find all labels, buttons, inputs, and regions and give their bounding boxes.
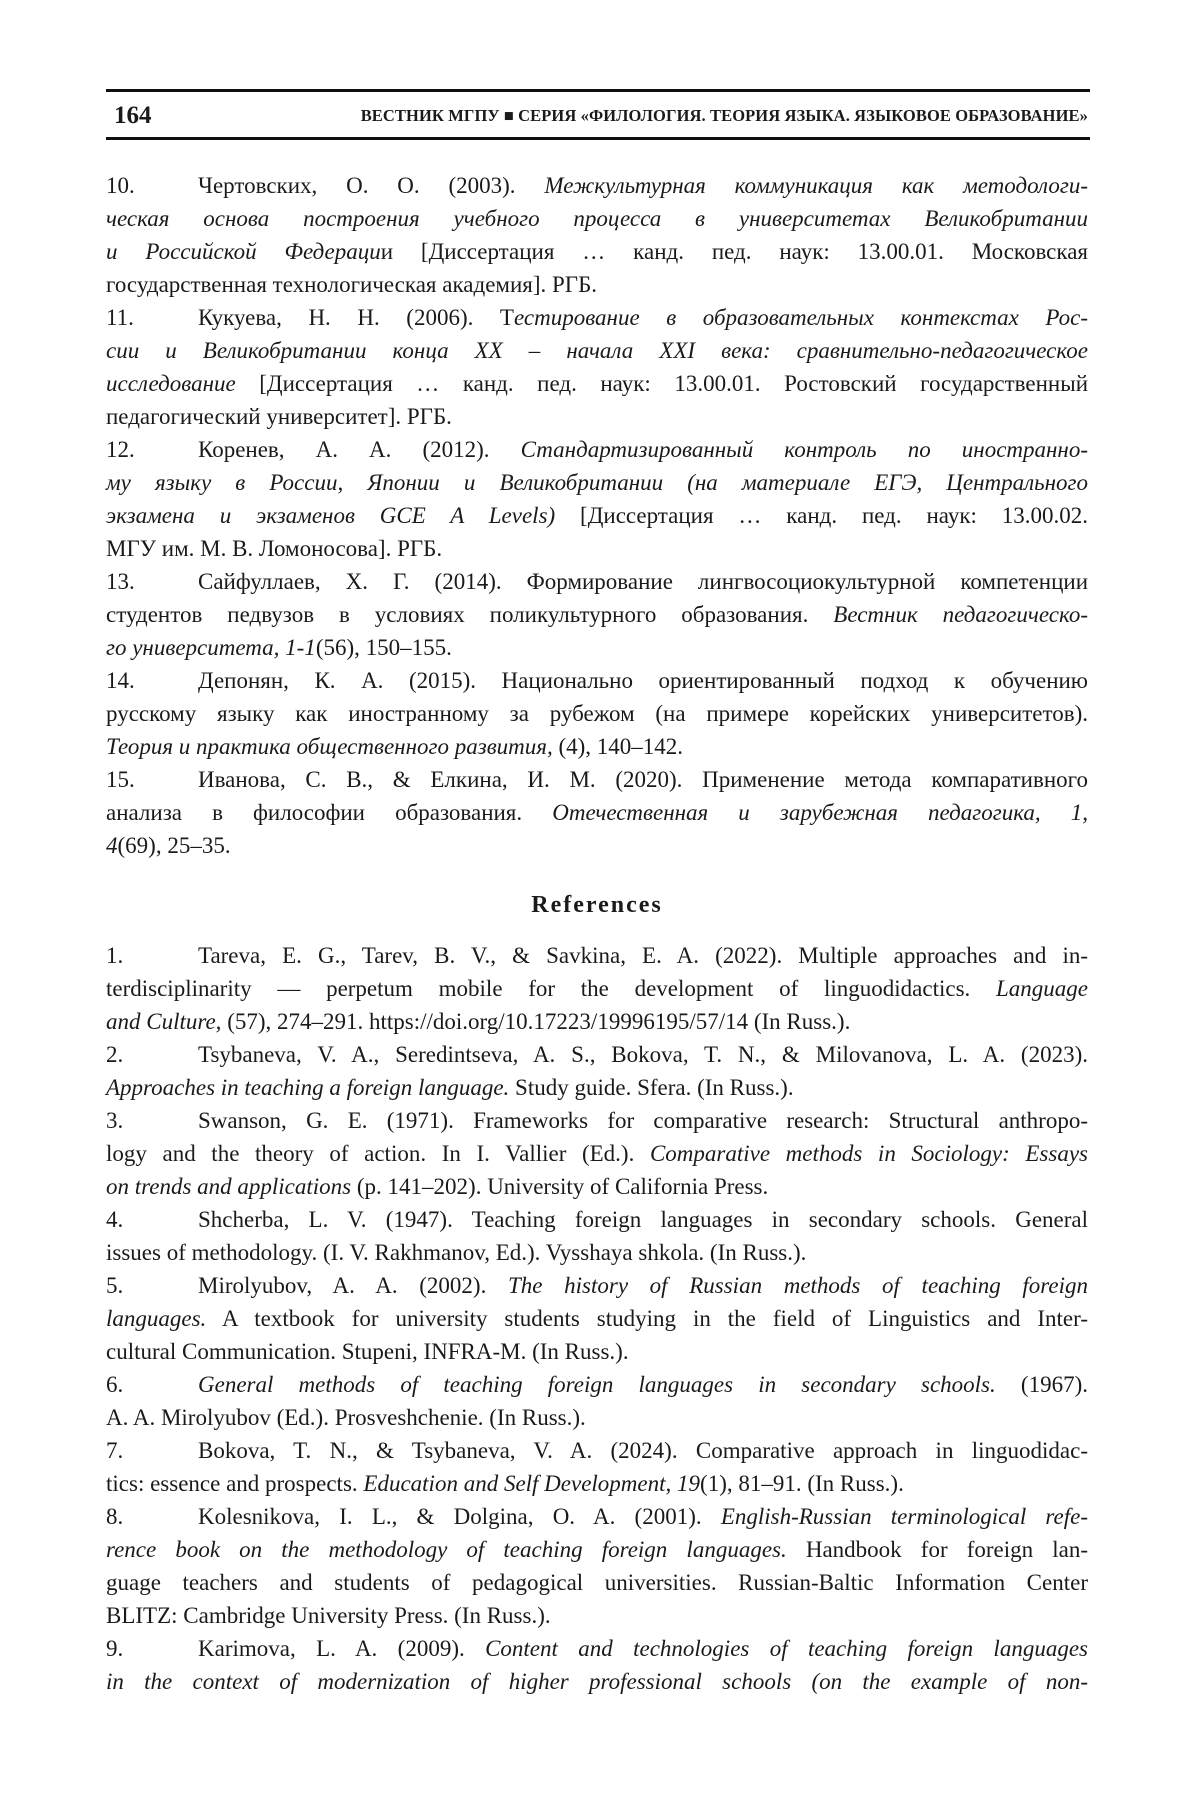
entry-line <box>106 1203 1088 1236</box>
bibliography-entry <box>106 169 1088 301</box>
entry-text: (57), 274–291. https://doi.org/10.17223/19996195/57/14 (In Russ.). <box>221 1009 850 1034</box>
entry-number: 13. <box>106 565 175 598</box>
entry-line <box>106 1137 1088 1170</box>
italic-title-text: Межкультурная коммуникация как методологи- <box>544 173 1088 198</box>
references-list <box>106 939 1088 1698</box>
italic-title-text: in the context of modernization of higher professional schools (on the example of non- <box>106 1669 1088 1694</box>
entry-line <box>106 565 1088 598</box>
entry-line <box>106 532 1088 565</box>
entry-text: анализа в философии образования. <box>106 800 552 825</box>
header-bottom-rule <box>106 137 1090 140</box>
entry-line <box>106 1236 1088 1269</box>
italic-title-text: Education and Self Development, 19 <box>363 1471 700 1496</box>
italic-title-text: on trends and applications <box>106 1174 351 1199</box>
italic-title-text: му языку в России, Японии и Великобритании (на материале ЕГЭ, Центрального <box>106 470 1088 495</box>
entry-text: cultural Communication. Stupeni, INFRA-M. (In Russ.). <box>106 1339 629 1364</box>
entry-line <box>106 367 1088 400</box>
italic-title-text: Вестник педагогическо- <box>833 602 1088 627</box>
entry-line <box>106 1104 1088 1137</box>
italic-title-text: исследование <box>106 371 236 396</box>
italic-title-text: Comparative methods in Sociology: Essays <box>650 1141 1088 1166</box>
entry-line <box>106 1038 1088 1071</box>
entry-line <box>106 598 1088 631</box>
italic-title-text: Content and technologies of teaching foreign languages <box>485 1636 1088 1661</box>
entry-text: Handbook for foreign lan- <box>787 1537 1088 1562</box>
entry-text: и [Диссертация … канд. пед. наук: 13.00.01. Московская <box>381 239 1088 264</box>
entry-line <box>106 1500 1088 1533</box>
entry-number: 12. <box>106 433 175 466</box>
entry-text: Mirolyubov, A. A. (2002). <box>198 1273 508 1298</box>
entry-number: 10. <box>106 169 175 202</box>
entry-number: 14. <box>106 664 175 697</box>
entry-line <box>106 939 1088 972</box>
entry-line <box>106 972 1088 1005</box>
italic-title-text: и Российской Федераци <box>106 239 381 264</box>
entry-line <box>106 1434 1088 1467</box>
entry-text: Kolesnikova, I. L., & Dolgina, O. A. (2001). <box>198 1504 721 1529</box>
entry-line <box>106 235 1088 268</box>
entry-text: Karimova, L. A. (2009). <box>198 1636 485 1661</box>
bibliography-entry <box>106 664 1088 763</box>
entry-number: 2. <box>106 1038 175 1071</box>
entry-line <box>106 1071 1088 1104</box>
italic-title-text: General methods of teaching foreign languages in secondary schools. <box>198 1372 996 1397</box>
entry-line <box>106 400 1088 433</box>
entry-text: A textbook for university students studying in the field of Linguistics and Inter- <box>206 1306 1088 1331</box>
entry-line <box>106 1368 1088 1401</box>
entry-number: 3. <box>106 1104 175 1137</box>
entry-number: 5. <box>106 1269 175 1302</box>
entry-line <box>106 697 1088 730</box>
italic-title-text: languages. <box>106 1306 206 1331</box>
entry-text: logy and the theory of action. In I. Vallier (Ed.). <box>106 1141 650 1166</box>
entry-text: МГУ им. М. В. Ломоносова]. РГБ. <box>106 536 442 561</box>
entry-number: 4. <box>106 1203 175 1236</box>
entry-line <box>106 829 1088 862</box>
bibliography-entry <box>106 763 1088 862</box>
italic-title-text: 4 <box>106 833 118 858</box>
entry-text: Swanson, G. E. (1971). Frameworks for comparative research: Structural anthropo- <box>198 1108 1088 1133</box>
entry-line <box>106 334 1088 367</box>
italic-title-text: Отечественная и зарубежная педагогика, 1, <box>552 800 1088 825</box>
entry-text: (1), 81–91. (In Russ.). <box>700 1471 904 1496</box>
entry-text: (69), 25–35. <box>118 833 231 858</box>
italic-title-text: ческая основа построения учебного процесса в университетах Великобритании <box>106 206 1088 231</box>
running-header <box>106 98 1088 134</box>
italic-title-text: естирование в образовательных контекстах Рос- <box>514 305 1088 330</box>
bibliography-entry <box>106 939 1088 1038</box>
entry-line <box>106 1302 1088 1335</box>
entry-line <box>106 631 1088 664</box>
entry-line <box>106 664 1088 697</box>
bibliography-entry <box>106 433 1088 565</box>
italic-title-text: Approaches in teaching a foreign language. <box>106 1075 509 1100</box>
entry-text: issues of methodology. (I. V. Rakhmanov, Ed.). Vysshaya shkola. (In Russ.). <box>106 1240 806 1265</box>
italic-title-text: го университета, 1-1 <box>106 635 316 660</box>
bibliography-entry <box>106 1632 1088 1698</box>
entry-line <box>106 1599 1088 1632</box>
entry-text: Кукуева, Н. Н. (2006). Т <box>198 305 514 330</box>
header-top-rule <box>106 89 1090 92</box>
bibliography-entry <box>106 1269 1088 1368</box>
entry-line <box>106 763 1088 796</box>
bibliography-entry <box>106 1038 1088 1104</box>
entry-text: Shcherba, L. V. (1947). Teaching foreign languages in secondary schools. General <box>198 1207 1088 1232</box>
entry-line <box>106 796 1088 829</box>
entry-number: 15. <box>106 763 175 796</box>
entry-text: Study guide. Sfera. (In Russ.). <box>509 1075 793 1100</box>
entry-line <box>106 730 1088 763</box>
entry-text: Чертовских, О. О. (2003). <box>198 173 544 198</box>
entry-line <box>106 1005 1088 1038</box>
entry-text: Коренев, А. А. (2012). <box>198 437 521 462</box>
page-number: 164 <box>106 102 208 130</box>
entry-text: Сайфуллаев, Х. Г. (2014). Формирование лингвосоциокультурной компетенции <box>198 569 1088 594</box>
entry-text: guage teachers and students of pedagogical universities. Russian-Baltic Information Center <box>106 1570 1088 1595</box>
entry-number: 8. <box>106 1500 175 1533</box>
entry-line <box>106 1632 1088 1665</box>
italic-title-text: The history of Russian methods of teaching foreign <box>508 1273 1088 1298</box>
entry-line <box>106 1269 1088 1302</box>
entry-text: Иванова, С. В., & Елкина, И. М. (2020). Применение метода компаративного <box>198 767 1088 792</box>
entry-line <box>106 1401 1088 1434</box>
entry-line <box>106 169 1088 202</box>
journal-running-title: ВЕСТНИК МГПУ ■ СЕРИЯ «ФИЛОЛОГИЯ. ТЕОРИЯ ЯЗЫКА. ЯЗЫКОВОЕ ОБРАЗОВАНИЕ» <box>208 106 1088 126</box>
entry-text: (p. 141–202). University of California Press. <box>351 1174 768 1199</box>
entry-text: [Диссертация … канд. пед. наук: 13.00.02. <box>555 503 1088 528</box>
entry-text: [Диссертация … канд. пед. наук: 13.00.01. Ростовский государственный <box>236 371 1088 396</box>
bibliography-entry <box>106 1500 1088 1632</box>
entry-line <box>106 268 1088 301</box>
entry-text: государственная технологическая академия]. РГБ. <box>106 272 597 297</box>
italic-title-text: English-Russian terminological refe- <box>721 1504 1088 1529</box>
entry-line <box>106 1566 1088 1599</box>
entry-text: BLITZ: Cambridge University Press. (In Russ.). <box>106 1603 551 1628</box>
entry-line <box>106 1533 1088 1566</box>
entry-line <box>106 1665 1088 1698</box>
italic-title-text: and Culture, <box>106 1009 221 1034</box>
entry-line <box>106 499 1088 532</box>
italic-title-text: Language <box>996 976 1088 1001</box>
italic-title-text: экзамена и экзаменов GCE A Levels) <box>106 503 555 528</box>
bibliography-entry <box>106 1368 1088 1434</box>
entry-text: (4), 140–142. <box>553 734 683 759</box>
entry-number: 1. <box>106 939 175 972</box>
italic-title-text: сии и Великобритании конца XX – начала XXI века: сравнительно-педагогическое <box>106 338 1088 363</box>
italic-title-text: Стандартизированный контроль по иностранно- <box>521 437 1088 462</box>
entry-line <box>106 1467 1088 1500</box>
entry-text: A. A. Mirolyubov (Ed.). Prosveshchenie. (In Russ.). <box>106 1405 586 1430</box>
entry-number: 9. <box>106 1632 175 1665</box>
entry-text: студентов педвузов в условиях поликультурного образования. <box>106 602 833 627</box>
entry-line <box>106 1170 1088 1203</box>
entry-text: (1967). <box>996 1372 1088 1397</box>
russian-bibliography-list <box>106 169 1088 862</box>
entry-number: 6. <box>106 1368 175 1401</box>
bibliography-entry <box>106 301 1088 433</box>
entry-line <box>106 301 1088 334</box>
entry-text: Tareva, E. G., Tarev, B. V., & Savkina, E. A. (2022). Multiple approaches and in- <box>198 943 1088 968</box>
entry-text: (56), 150–155. <box>316 635 452 660</box>
entry-text: педагогический университет]. РГБ. <box>106 404 452 429</box>
entry-text: tics: essence and prospects. <box>106 1471 363 1496</box>
entry-text: русскому языку как иностранному за рубежом (на примере корейских университетов). <box>106 701 1088 726</box>
entry-line <box>106 466 1088 499</box>
entry-line <box>106 202 1088 235</box>
entry-number: 7. <box>106 1434 175 1467</box>
bibliography-entry <box>106 1104 1088 1203</box>
entry-text: Депонян, К. А. (2015). Национально ориентированный подход к обучению <box>198 668 1088 693</box>
bibliography-entry <box>106 1434 1088 1500</box>
italic-title-text: rence book on the methodology of teaching foreign languages. <box>106 1537 787 1562</box>
entry-line <box>106 433 1088 466</box>
entry-text: Tsybaneva, V. A., Seredintseva, A. S., Bokova, T. N., & Milovanova, L. A. (2023). <box>198 1042 1088 1067</box>
references-heading: References <box>106 892 1088 919</box>
entry-text: terdisciplinarity — perpetum mobile for the development of linguodidactics. <box>106 976 996 1001</box>
italic-title-text: Теория и практика общественного развития, <box>106 734 553 759</box>
entry-line <box>106 1335 1088 1368</box>
entry-text: Bokova, T. N., & Tsybaneva, V. A. (2024). Comparative approach in linguodidac- <box>198 1438 1088 1463</box>
bibliography-entry <box>106 1203 1088 1269</box>
bibliography-entry <box>106 565 1088 664</box>
entry-number: 11. <box>106 301 175 334</box>
